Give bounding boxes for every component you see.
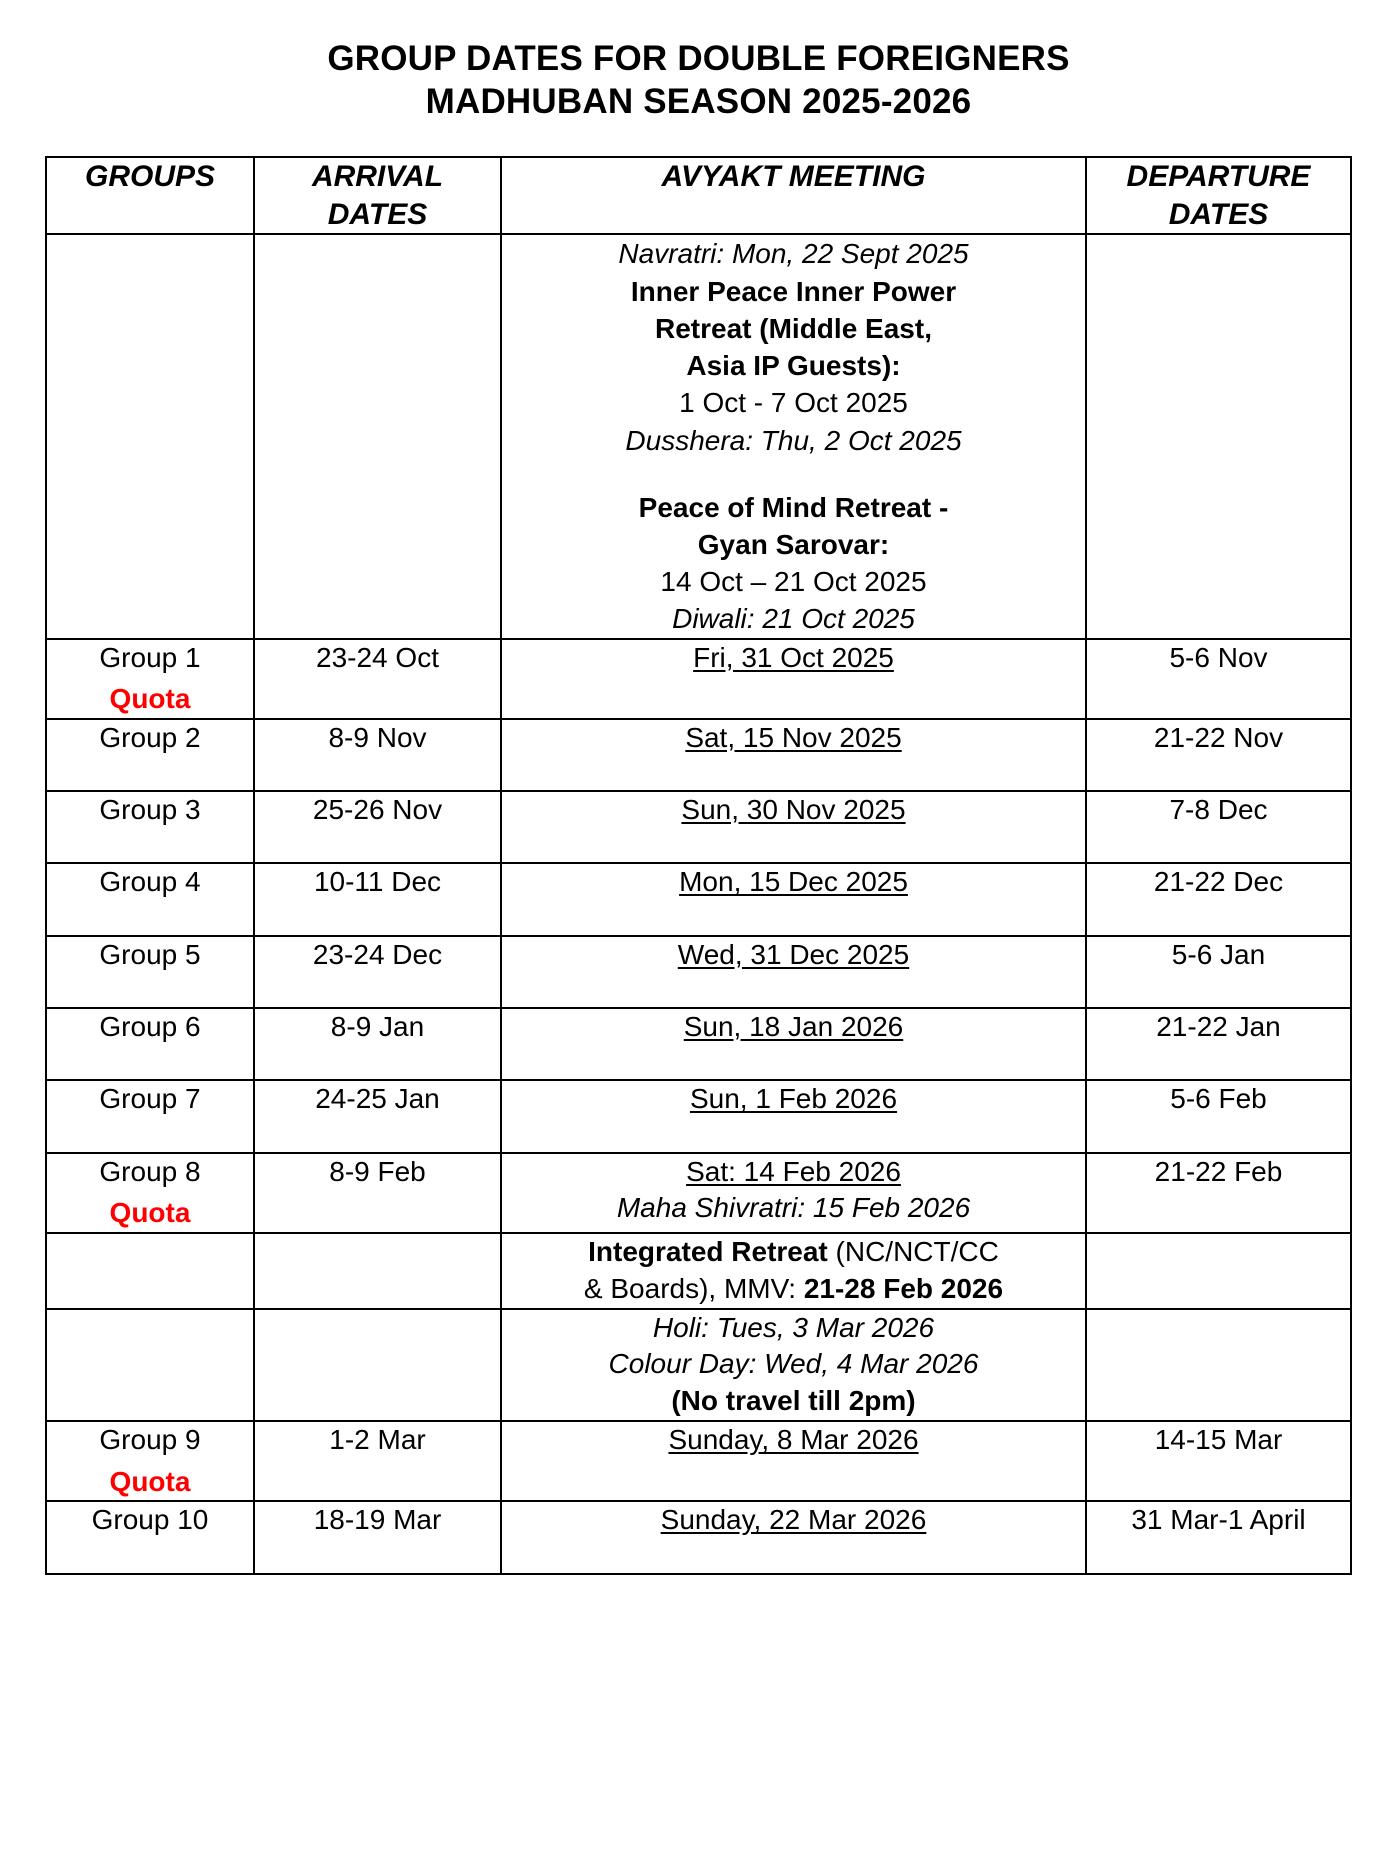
column-header-groups: GROUPS	[46, 157, 254, 234]
cell-arrival-empty	[254, 1309, 501, 1422]
cell-departure-date: 7-8 Dec	[1086, 791, 1351, 863]
cell-groups-empty	[46, 1309, 254, 1422]
cell-departure-date: 21-22 Feb	[1086, 1153, 1351, 1233]
cell-arrival-date: 23-24 Oct	[254, 639, 501, 719]
title-line-1: GROUP DATES FOR DOUBLE FOREIGNERS	[327, 39, 1070, 78]
event-navratri: Navratri: Mon, 22 Sept 2025	[618, 238, 969, 270]
cell-departure-empty	[1086, 1309, 1351, 1422]
quota-badge: Quota	[109, 1197, 191, 1229]
cell-group-name: Group 3	[46, 791, 254, 863]
cell-avyakt-meeting: Sun, 30 Nov 2025	[501, 791, 1086, 863]
cell-avyakt-meeting: Sun, 18 Jan 2026	[501, 1008, 1086, 1080]
cell-group-name: Group 4	[46, 863, 254, 935]
cell-departure-date: 5-6 Feb	[1086, 1080, 1351, 1152]
cell-avyakt-meeting: Wed, 31 Dec 2025	[501, 936, 1086, 1008]
event-holi: Holi: Tues, 3 Mar 2026	[652, 1311, 935, 1343]
cell-arrival-date: 8-9 Feb	[254, 1153, 501, 1233]
cell-avyakt-meeting: Sunday, 22 Mar 2026	[501, 1501, 1086, 1573]
table-row	[46, 1008, 1351, 1080]
table-row	[46, 719, 1351, 791]
quota-badge: Quota	[109, 683, 191, 715]
table-row-holi-colour-day	[46, 1309, 1351, 1422]
event-dusshera: Dusshera: Thu, 2 Oct 2025	[625, 424, 962, 456]
cell-arrival-date: 24-25 Jan	[254, 1080, 501, 1152]
cell-group-name: Group 1 Quota	[46, 639, 254, 719]
cell-groups-empty	[46, 234, 254, 638]
event-ipip-dates: 1 Oct - 7 Oct 2025	[679, 387, 908, 419]
cell-arrival-empty	[254, 234, 501, 638]
cell-group-name: Group 10	[46, 1501, 254, 1573]
event-ipip-title-2: Retreat (Middle East,	[655, 312, 932, 344]
table-row	[46, 1153, 1351, 1233]
title-line-2: MADHUBAN SEASON 2025-2026	[425, 81, 972, 121]
cell-groups-empty	[46, 1233, 254, 1309]
table-row-season-events	[46, 234, 1351, 638]
cell-departure-date: 5-6 Nov	[1086, 639, 1351, 719]
cell-departure-date: 21-22 Dec	[1086, 863, 1351, 935]
cell-avyakt-meeting: Sat: 14 Feb 2026 Maha Shivratri: 15 Feb 2026	[501, 1153, 1086, 1233]
integrated-retreat-line-2: & Boards), MMV: 21-28 Feb 2026	[583, 1272, 1004, 1304]
table-row-integrated-retreat	[46, 1233, 1351, 1309]
cell-arrival-date: 1-2 Mar	[254, 1421, 501, 1501]
cell-group-name: Group 6	[46, 1008, 254, 1080]
quota-badge: Quota	[109, 1465, 191, 1497]
cell-group-name: Group 2	[46, 719, 254, 791]
cell-holi-colour-day	[501, 1309, 1086, 1422]
page-title	[0, 0, 1397, 123]
cell-season-events	[501, 234, 1086, 638]
cell-avyakt-meeting: Mon, 15 Dec 2025	[501, 863, 1086, 935]
cell-departure-date: 21-22 Nov	[1086, 719, 1351, 791]
cell-departure-date: 21-22 Jan	[1086, 1008, 1351, 1080]
cell-departure-empty	[1086, 1233, 1351, 1309]
table-row	[46, 936, 1351, 1008]
cell-avyakt-meeting: Sun, 1 Feb 2026	[501, 1080, 1086, 1152]
no-travel-note: (No travel till 2pm)	[671, 1385, 916, 1417]
table-header	[46, 157, 1351, 234]
cell-avyakt-meeting: Sat, 15 Nov 2025	[501, 719, 1086, 791]
event-pom-title-2: Gyan Sarovar:	[697, 529, 890, 561]
cell-group-name: Group 9 Quota	[46, 1421, 254, 1501]
cell-arrival-date: 18-19 Mar	[254, 1501, 501, 1573]
integrated-retreat-line-1: Integrated Retreat (NC/NCT/CC	[588, 1235, 999, 1267]
cell-arrival-empty	[254, 1233, 501, 1309]
cell-departure-date: 14-15 Mar	[1086, 1421, 1351, 1501]
table-row	[46, 1501, 1351, 1573]
column-header-arrival-dates: ARRIVAL DATES	[254, 157, 501, 234]
table-row	[46, 1080, 1351, 1152]
cell-integrated-retreat	[501, 1233, 1086, 1309]
cell-arrival-date: 8-9 Jan	[254, 1008, 501, 1080]
event-diwali: Diwali: 21 Oct 2025	[672, 603, 915, 635]
cell-group-name: Group 8 Quota	[46, 1153, 254, 1233]
table-row	[46, 791, 1351, 863]
cell-arrival-date: 8-9 Nov	[254, 719, 501, 791]
cell-arrival-date: 23-24 Dec	[254, 936, 501, 1008]
cell-avyakt-meeting: Sunday, 8 Mar 2026	[501, 1421, 1086, 1501]
cell-departure-date: 5-6 Jan	[1086, 936, 1351, 1008]
column-header-avyakt-meeting: AVYAKT MEETING	[501, 157, 1086, 234]
events-spacer	[502, 459, 1085, 489]
event-colour-day: Colour Day: Wed, 4 Mar 2026	[608, 1348, 979, 1380]
column-header-departure-dates: DEPARTURE DATES	[1086, 157, 1351, 234]
cell-group-name: Group 5	[46, 936, 254, 1008]
event-pom-title-1: Peace of Mind Retreat -	[638, 491, 949, 523]
cell-avyakt-meeting: Fri, 31 Oct 2025	[501, 639, 1086, 719]
event-pom-dates: 14 Oct – 21 Oct 2025	[660, 566, 927, 598]
cell-departure-empty	[1086, 234, 1351, 638]
table-row	[46, 863, 1351, 935]
cell-arrival-date: 25-26 Nov	[254, 791, 501, 863]
event-ipip-title-1: Inner Peace Inner Power	[630, 275, 957, 307]
cell-arrival-date: 10-11 Dec	[254, 863, 501, 935]
event-ipip-title-3: Asia IP Guests):	[686, 350, 901, 382]
cell-departure-date: 31 Mar-1 April	[1086, 1501, 1351, 1573]
table-row	[46, 639, 1351, 719]
table-row	[46, 1421, 1351, 1501]
cell-group-name: Group 7	[46, 1080, 254, 1152]
maha-shivratri-note: Maha Shivratri: 15 Feb 2026	[616, 1192, 971, 1224]
group-dates-table	[45, 156, 1352, 1574]
header-row	[46, 157, 1351, 234]
